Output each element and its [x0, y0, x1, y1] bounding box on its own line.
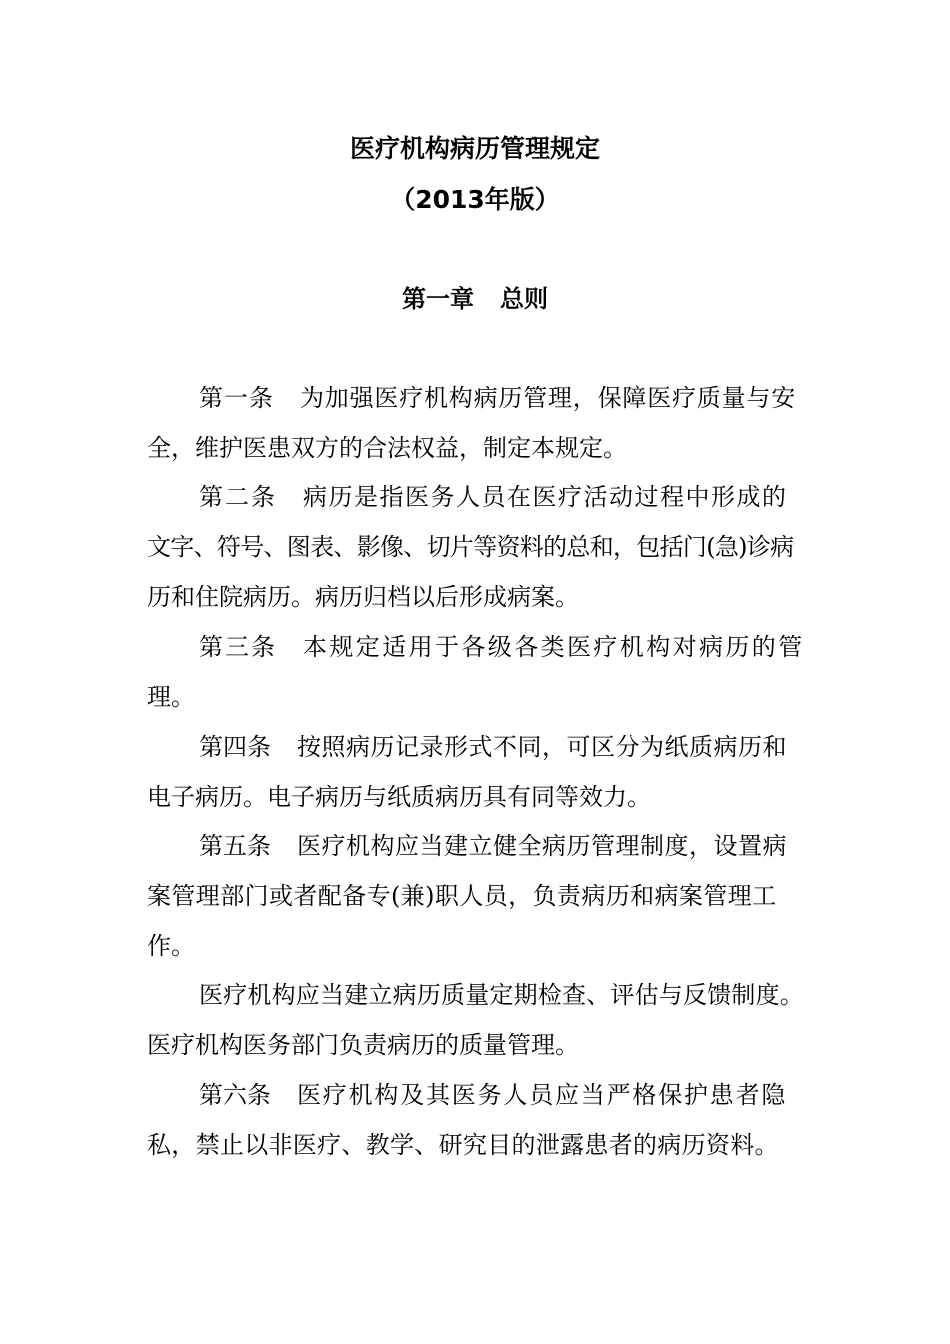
article-4-text: 按照病历记录形式不同，可区分为纸质病历和: [297, 733, 787, 761]
article-2-line-2: 文字、符号、图表、影像、切片等资料的总和，包括门(急)诊病: [147, 533, 794, 561]
article-1-text: 为加强医疗机构病历管理，保障医疗质量与安: [300, 384, 796, 412]
article-3-line-1: [199, 632, 829, 662]
article-2-line-1: [199, 482, 829, 512]
article-6-text: 医疗机构及其医务人员应当严格保护患者隐: [297, 1081, 788, 1109]
article-2-text: 病历是指医务人员在医疗活动过程中形成的: [303, 483, 788, 511]
chapter-heading: [0, 284, 950, 314]
chapter-name: 总则: [500, 285, 548, 313]
article-4-line-1: [199, 732, 829, 762]
article-5-line-3: 作。: [147, 932, 195, 960]
article-2-label: 第二条: [199, 483, 277, 511]
article-3-line-2: 理。: [147, 683, 195, 711]
article-2-line-3: 历和住院病历。病历归档以后形成病案。: [147, 583, 579, 611]
article-4-line-2: 电子病历。电子病历与纸质病历具有同等效力。: [147, 783, 651, 811]
article-1-line-2: 全，维护医患双方的合法权益，制定本规定。: [147, 434, 627, 462]
article-4-label: 第四条: [199, 733, 271, 761]
article-1-label: 第一条: [199, 384, 274, 412]
chapter-number: 第一章: [402, 285, 474, 313]
article-5-line-2: 案管理部门或者配备专(兼)职人员，负责病历和病案管理工: [147, 882, 777, 910]
article-3-label: 第三条: [199, 633, 277, 661]
article-5-line-1: [199, 831, 829, 861]
article-3-text: 本规定适用于各级各类医疗机构对病历的管: [303, 633, 805, 661]
article-5-text: 医疗机构应当建立健全病历管理制度，设置病: [297, 832, 787, 860]
document-subtitle: （2013年版）: [390, 185, 560, 214]
article-6-line-1: [199, 1080, 829, 1110]
article-1-line-1: [199, 383, 829, 413]
article-5-label: 第五条: [199, 832, 271, 860]
article-5-paragraph-2-line-1: 医疗机构应当建立病历质量定期检查、评估与反馈制度。: [199, 981, 804, 1009]
article-5-paragraph-2-line-2: 医疗机构医务部门负责病历的质量管理。: [147, 1031, 579, 1059]
document-title: 医疗机构病历管理规定: [349, 134, 600, 163]
article-6-label: 第六条: [199, 1081, 271, 1109]
article-6-line-2: 私，禁止以非医疗、教学、研究目的泄露患者的病历资料。: [147, 1131, 779, 1159]
